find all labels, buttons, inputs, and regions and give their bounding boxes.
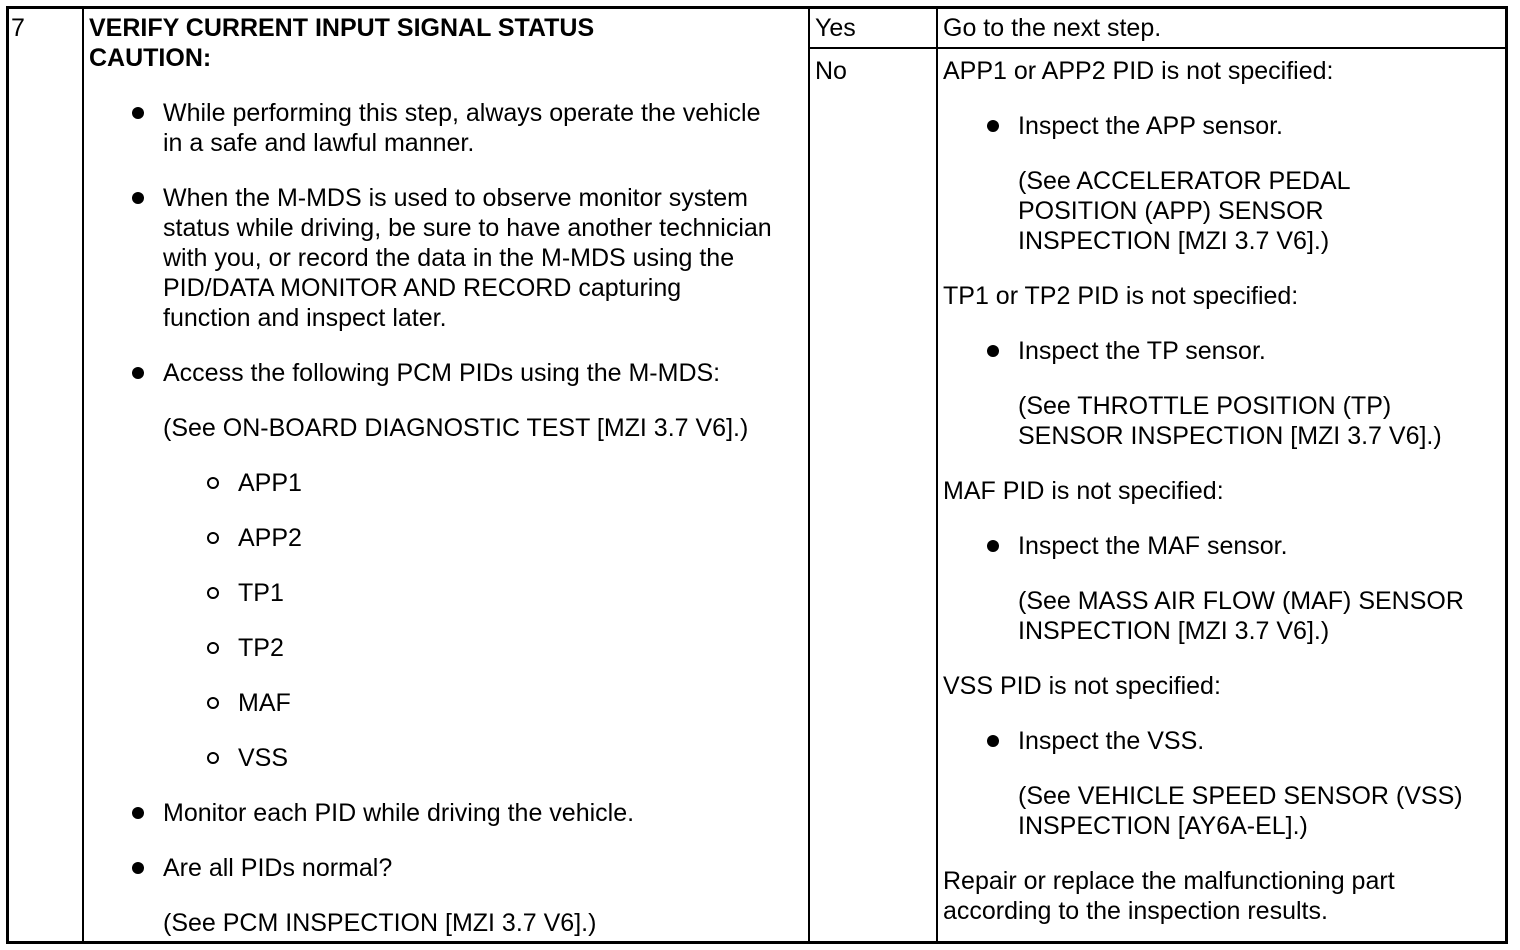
item-text-line: Monitor each PID while driving the vehicle. [163,799,635,827]
no-label-cell [815,56,847,86]
repair-action: Inspect the TP sensor. [1018,337,1266,365]
pid-name: MAF [238,689,291,717]
diagnostic-step-table [6,6,1508,944]
pid-list-item [163,578,772,608]
final-action: Repair or replace the malfunctioning part [943,867,1395,895]
column-divider [82,9,84,941]
pid-name: TP1 [238,579,284,607]
pid-list-item [163,468,772,498]
repair-action-item [943,726,1464,841]
bullet-icon [132,807,144,819]
reference-line: INSPECTION [MZI 3.7 V6].) [1018,227,1330,255]
pid-list-item [163,688,772,718]
repair-action: Inspect the APP sensor. [1018,112,1283,140]
reference-line: (See ACCELERATOR PEDAL [1018,167,1351,195]
step-instructions [89,13,772,938]
no-action-cell [943,56,1464,926]
item-text-line: status while driving, be sure to have another technician [163,214,772,242]
item-text-line: with you, or record the data in the M-MDS using the [163,244,735,272]
reference-line: SENSOR INSPECTION [MZI 3.7 V6].) [1018,422,1442,450]
reference-line: POSITION (APP) SENSOR [1018,197,1324,225]
reference-line: INSPECTION [MZI 3.7 V6].) [1018,617,1330,645]
item-reference: (See PCM INSPECTION [MZI 3.7 V6].) [163,909,597,937]
column-divider [936,9,938,941]
pid-list-item [163,743,772,773]
item-reference: (See ON-BOARD DIAGNOSTIC TEST [MZI 3.7 V6].) [163,414,749,442]
row-divider [808,47,1505,49]
instruction-item [89,183,772,333]
yes-label-cell [815,13,856,43]
bullet-icon [132,862,144,874]
reference-line: (See VEHICLE SPEED SENSOR (VSS) [1018,782,1463,810]
repair-action-item [943,531,1464,646]
final-action: according to the inspection results. [943,897,1328,925]
yes-label: Yes [815,14,856,42]
instruction-item [89,853,772,938]
repair-action: Inspect the MAF sensor. [1018,532,1288,560]
pid-name: APP1 [238,469,302,497]
pid-name: VSS [238,744,289,772]
instruction-item [89,98,772,158]
item-text-line: in a safe and lawful manner. [163,129,475,157]
failure-condition: MAF PID is not specified: [943,477,1224,505]
circle-bullet-icon [207,642,219,654]
bullet-icon [132,107,144,119]
bullet-icon [987,345,999,357]
pid-list-item [163,633,772,663]
circle-bullet-icon [207,477,219,489]
yes-action-cell [943,13,1161,43]
yes-action: Go to the next step. [943,14,1162,42]
step-title: VERIFY CURRENT INPUT SIGNAL STATUS [89,14,595,42]
failure-condition: VSS PID is not specified: [943,672,1221,700]
failure-condition: APP1 or APP2 PID is not specified: [943,57,1334,85]
step-number: 7 [11,14,25,42]
item-text-line: While performing this step, always operate the vehicle [163,99,761,127]
bullet-icon [987,540,999,552]
bullet-icon [987,735,999,747]
failure-condition: TP1 or TP2 PID is not specified: [943,282,1299,310]
caution-label: CAUTION: [89,44,212,72]
repair-action-item [943,111,1464,256]
circle-bullet-icon [207,752,219,764]
circle-bullet-icon [207,587,219,599]
bullet-icon [987,120,999,132]
no-label: No [815,57,847,85]
step-number-cell [11,13,25,43]
item-text-line: When the M-MDS is used to observe monitor system [163,184,748,212]
repair-action-item [943,336,1464,451]
circle-bullet-icon [207,697,219,709]
item-text-line: PID/DATA MONITOR AND RECORD capturing [163,274,682,302]
bullet-icon [132,367,144,379]
item-text-line: Access the following PCM PIDs using the M-MDS: [163,359,721,387]
repair-action: Inspect the VSS. [1018,727,1205,755]
item-text-line: Are all PIDs normal? [163,854,393,882]
item-text-line: function and inspect later. [163,304,447,332]
reference-line: (See MASS AIR FLOW (MAF) SENSOR [1018,587,1464,615]
pid-name: APP2 [238,524,302,552]
pid-name: TP2 [238,634,284,662]
circle-bullet-icon [207,532,219,544]
reference-line: INSPECTION [AY6A-EL].) [1018,812,1308,840]
bullet-icon [132,192,144,204]
instruction-item [89,798,772,828]
instruction-item [89,358,772,773]
column-divider [808,9,810,941]
reference-line: (See THROTTLE POSITION (TP) [1018,392,1392,420]
pid-list-item [163,523,772,553]
